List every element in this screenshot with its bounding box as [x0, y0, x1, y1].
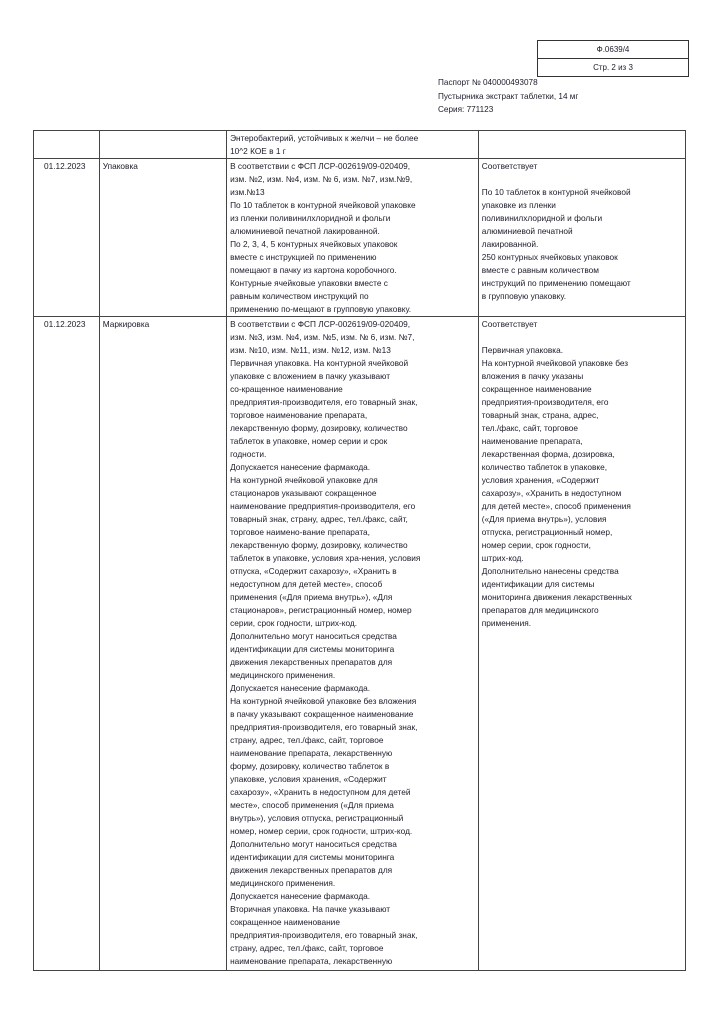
indicator-cell: Упаковка [99, 159, 226, 317]
series-number: Серия: 771123 [438, 105, 494, 114]
form-code-box [537, 40, 689, 77]
table-row [34, 131, 686, 159]
requirement-cell: Энтеробактерий, устойчивых к желчи – не более 10^2 КОЕ в 1 г [227, 131, 479, 159]
date-cell: 01.12.2023 [34, 159, 100, 317]
passport-number: Паспорт № 040000493078 [438, 78, 538, 87]
table-row [34, 159, 686, 317]
date-cell [34, 131, 100, 159]
requirement-cell: В соответствии с ФСП ЛСР-002619/09-020409, изм. №2, изм. №4, изм. № 6, изм. №7, изм.№9, изм.№13 По 10 таблеток в контурной ячейковой упаковке из пленки поливинилхлоридной и фольги алюминиевой печатной лакированной. По 2, 3, 4, 5 контурных ячейковых упаковок вместе с инструкцией по применению помещают в пачку из картона коробочного. Контурные ячейковые упаковки вместе с равным количеством инструкций по применению по-мещают в групповую упаковку. [227, 159, 479, 317]
result-cell: Соответствует По 10 таблеток в контурной ячейковой упаковке из пленки поливинилхлоридной и фольги алюминиевой печатной лакированной. 250 контурных ячейковых упаковок вместе с равным количеством инструкций по применению помещают в групповую упаковку. [478, 159, 685, 317]
form-code: Ф.0639/4 [596, 45, 630, 54]
indicator-cell: Маркировка [99, 317, 226, 971]
indicator-cell [99, 131, 226, 159]
date-cell: 01.12.2023 [34, 317, 100, 971]
product-name: Пустырника экстракт таблетки, 14 мг [438, 91, 579, 101]
passport-info [438, 76, 578, 117]
table-row [34, 317, 686, 971]
result-cell: Соответствует Первичная упаковка. На контурной ячейковой упаковке без вложения в пачку указаны сокращенное наименование предприятия-производителя, его товарный знак, страна, адрес, тел./факс, сайт, торговое наименование препарата, лекарственная форма, дозировка, количество таблеток в упаковке, условия хранения, «Содержит сахарозу», «Хранить в недоступном для детей месте», способ применения («Для приема внутрь»), условия отпуска, регистрационный номер, номер серии, срок годности, штрих-код. Дополнительно нанесены средства идентификации для системы мониторинга движения лекарственных препаратов для медицинского применения. [478, 317, 685, 971]
requirement-cell: В соответствии с ФСП ЛСР-002619/09-020409, изм. №3, изм. №4, изм. №5, изм. № 6, изм. №7, изм. №10, изм. №11, изм. №12, изм. №13 Первичная упаковка. На контурной ячейковой упаковке с вложением в пачку указывают со-кращенное наименование предприятия-производителя, его товарный знак, торговое наименование препарата, лекарственную форму, дозировку, количество таблеток в упаковке, номер серии и срок годности. Допускается нанесение фармакода. На контурной ячейковой упаковке для стационаров указывают сокращенное наименование предприятия-производителя, его товарный знак, страну, адрес, тел./факс, сайт, торговое наимено-вание препарата, лекарственную форму, дозировку, количество таблеток в упаковке, условия хра-нения, условия отпуска, «Содержит сахарозу», «Хранить в недоступном для детей месте», способ применения («Для приема внутрь»), «Для стационаров», регистрационный номер, номер серии, срок годности, штрих-код. Дополнительно могут наноситься средства идентификации для системы мониторинга движения лекарственных препаратов для медицинского применения. Допускается нанесение фармакода. На контурной ячейковой упаковке без вложения в пачку указывают сокращенное наименование предприятия-производителя, его товарный знак, страну, адрес, тел./факс, сайт, торговое наименование препарата, лекарственную форму, дозировку, количество таблеток в упаковке, условия хранения, «Содержит сахарозу», «Хранить в недоступном для детей месте», способ применения («Для приема внутрь»), условия отпуска, регистрационный номер, номер серии, срок годности, штрих-код. Дополнительно могут наноситься средства идентификации для системы мониторинга движения лекарственных препаратов для медицинского применения. Допускается нанесение фармакода. Вторичная упаковка. На пачке указывают сокращенное наименование предприятия-производителя, его товарный знак, страну, адрес, тел./факс, сайт, торговое наименование препарата, лекарственную [227, 317, 479, 971]
page-number: Стр. 2 из 3 [538, 58, 688, 76]
result-cell [478, 131, 685, 159]
quality-table [33, 130, 686, 971]
